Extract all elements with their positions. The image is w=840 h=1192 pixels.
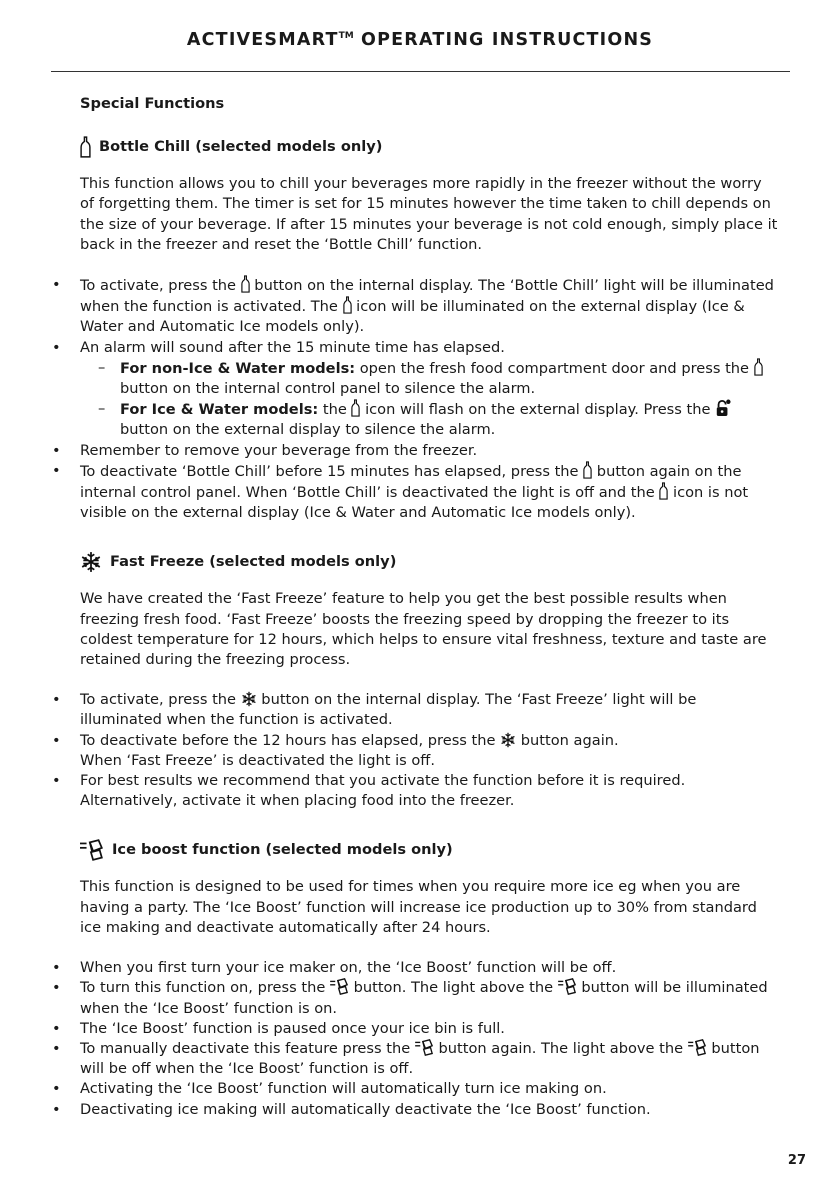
bottle-icon — [754, 358, 763, 376]
list-item: • Activating the ‘Ice Boost’ function will automatically turn ice making on. — [80, 1079, 780, 1099]
ice-boost-intro: This function is designed to be used for times when you require more ice eg when you are having a party. The ‘Ice Boost’ function will increase ice production up to 30% from standard ice making and deactivate automatically after 24 hours. — [80, 878, 757, 936]
list-item: • Deactivating ice making will automatically deactivate the ‘Ice Boost’ function. — [80, 1100, 780, 1120]
content — [80, 94, 780, 1120]
header-divider — [51, 71, 790, 72]
fast-freeze-heading — [80, 551, 780, 573]
ice-boost-heading — [80, 839, 780, 861]
fast-freeze-heading-text: Fast Freeze (selected models only) — [110, 553, 397, 571]
list-item: • To deactivate ‘Bottle Chill’ before 15 minutes has elapsed, press the button again on the internal control panel. When ‘Bottle Chill’ is deactivated the light is off and the icon is not visible on the external display (Ice & Water and Automatic Ice models only). — [80, 461, 780, 524]
ice-boost-icon — [688, 1039, 707, 1056]
snowflake-icon — [80, 551, 102, 573]
fast-freeze-intro: We have created the ‘Fast Freeze’ feature to help you get the best possible results when freezing fresh food. ‘Fast Freeze’ boosts the freezing speed by dropping the freezer to its coldest temperature for 12 hours, which helps to ensure vital freshness, texture and taste are retained during the freezing process. — [80, 590, 767, 669]
list-item: • For best results we recommend that you activate the function before it is required. Alternatively, activate it when placing food into the freezer. — [80, 771, 780, 811]
bottle-icon — [343, 296, 352, 314]
sub-list-item: – For non-Ice & Water models: open the fresh food compartment door and press the button on the internal control panel to silence the alarm. — [120, 358, 780, 399]
ice-boost-icon — [80, 839, 104, 861]
bottle-chill-heading-text: Bottle Chill (selected models only) — [99, 138, 383, 156]
ice-boost-list — [80, 958, 780, 1120]
ice-boost-icon — [558, 978, 577, 995]
snowflake-icon — [500, 732, 516, 748]
list-item: • To deactivate before the 12 hours has elapsed, press the button again. When ‘Fast Freeze’ is deactivated the light is off. — [80, 731, 780, 771]
bottle-icon — [80, 136, 91, 158]
list-item: • The ‘Ice Boost’ function is paused once your ice bin is full. — [80, 1019, 780, 1039]
list-item: • To activate, press the button on the internal display. The ‘Bottle Chill’ light will be illuminated when the function is activated. The icon will be illuminated on the external display (Ice & Water and Automatic Ice models only). — [80, 275, 780, 338]
bottle-chill-heading — [80, 136, 780, 158]
ice-boost-icon — [330, 978, 349, 995]
list-item: • To manually deactivate this feature press the button again. The light above the button will be off when the ‘Ice Boost’ function is off. — [80, 1039, 780, 1079]
page-number: 27 — [787, 1153, 806, 1168]
list-item: • Remember to remove your beverage from the freezer. — [80, 441, 780, 461]
header-trademark: TM — [338, 31, 354, 42]
bottle-icon — [241, 275, 250, 293]
sub-list — [80, 358, 780, 441]
list-item: • An alarm will sound after the 15 minute time has elapsed. – For non-Ice & Water models: open the fresh food compartment door and press the button on the internal control panel to silence the alarm. – For Ice & Water models: the icon will flash on the external display. Press the button on the external display to silence the alarm. — [80, 338, 780, 441]
list-item: • To activate, press the button on the internal display. The ‘Fast Freeze’ light will be illuminated when the function is activated. — [80, 690, 780, 730]
bottle-icon — [583, 461, 592, 479]
sub-list-item: – For Ice & Water models: the icon will flash on the external display. Press the button on the external display to silence the alarm. — [120, 399, 780, 440]
list-item: • When you first turn your ice maker on, the ‘Ice Boost’ function will be off. — [80, 958, 780, 978]
bottle-chill-intro: This function allows you to chill your beverages more rapidly in the freezer without the worry of forgetting them. The timer is set for 15 minutes however the time taken to chill depends on the size of your beverage. If after 15 minutes your beverage is not cold enough, simply place it back in the freezer and reset the ‘Bottle Chill’ function. — [80, 175, 778, 253]
header-title-rest: OPERATING INSTRUCTIONS — [353, 30, 654, 50]
snowflake-icon — [241, 691, 257, 707]
special-functions-heading: Special Functions — [80, 95, 225, 112]
lock-icon — [715, 399, 731, 417]
ice-boost-icon — [415, 1039, 434, 1056]
page-header — [0, 30, 840, 50]
ice-boost-heading-text: Ice boost function (selected models only) — [112, 841, 453, 859]
header-title-main: ACTIVESMART — [186, 30, 339, 50]
list-item: • To turn this function on, press the button. The light above the button will be illuminated when the ‘Ice Boost’ function is on. — [80, 978, 780, 1018]
bottle-chill-list — [80, 275, 780, 523]
fast-freeze-list — [80, 690, 780, 811]
